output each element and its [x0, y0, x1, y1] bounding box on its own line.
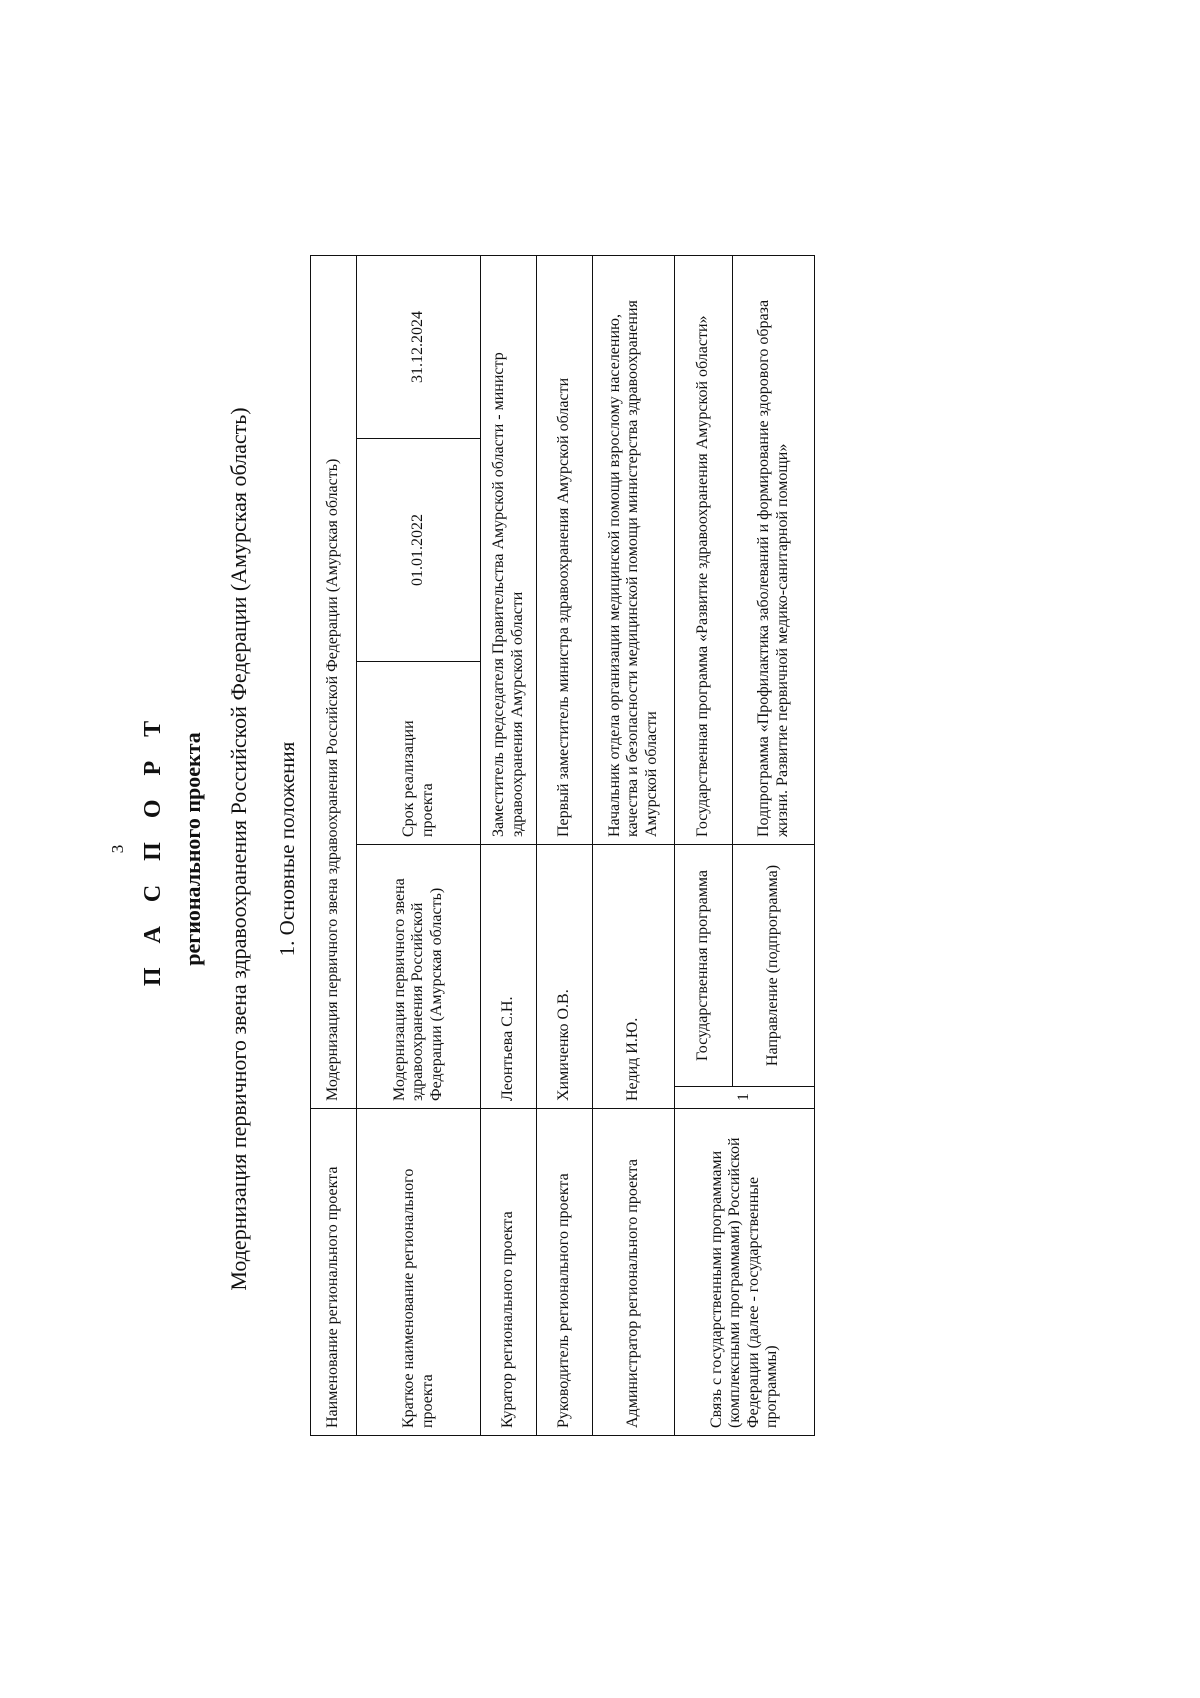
table-row [311, 255, 357, 1435]
project-name: Модернизация первичного звена здравоохранения Российской Федерации (Амурская область) [226, 407, 251, 1291]
program-value: Государственная программа «Развитие здравоохранения Амурской области» [675, 255, 733, 844]
row-label: Руководитель регионального проекта [537, 1109, 593, 1436]
subprogram-value: Подпрограмма «Профилактика заболеваний и формирование здорового образа жизни. Развитие первичной медико-санитарной помощи» [733, 255, 815, 844]
subprogram-label: Направление (подпрограмма) [733, 845, 815, 1087]
end-date: 31.12.2024 [357, 255, 481, 438]
table-row [481, 255, 537, 1435]
row-value: Модернизация первичного звена здравоохранения Российской Федерации (Амурская область) [311, 255, 357, 1108]
person-position: Заместитель председателя Правительства Амурской области - министр здравоохранения Амурской области [481, 255, 537, 844]
page-number: 3 [108, 844, 127, 854]
person-position: Начальник отдела организации медицинской помощи взрослому населению, качества и безопасности медицинской помощи министерства здравоохранения Амурской области [593, 255, 675, 844]
document-subtitle: регионального проекта [180, 732, 205, 966]
section-title: 1. Основные положения [275, 741, 299, 957]
row-label: Администратор регионального проекта [593, 1109, 675, 1436]
person-name: Химиченко О.В. [537, 845, 593, 1109]
document-title: П А С П О Р Т [140, 711, 166, 987]
row-label: Куратор регионального проекта [481, 1109, 537, 1436]
link-label: Связь с государственными программами (комплексными программами) Российской Федерации (далее - государственные программы) [675, 1109, 815, 1436]
passport-table [310, 255, 815, 1436]
program-label: Государственная программа [675, 845, 733, 1087]
table-row [593, 255, 675, 1435]
table-row [357, 255, 481, 1435]
table-row [675, 255, 733, 1435]
row-label: Наименование регионального проекта [311, 1109, 357, 1436]
table-row [537, 255, 593, 1435]
person-name: Недид И.Ю. [593, 845, 675, 1109]
term-label: Срок реализации проекта [357, 662, 481, 845]
person-name: Леонтьева С.Н. [481, 845, 537, 1109]
person-position: Первый заместитель министра здравоохранения Амурской области [537, 255, 593, 844]
start-date: 01.01.2022 [357, 439, 481, 662]
row-value: Модернизация первичного звена здравоохранения Российской Федерации (Амурская область) [357, 845, 481, 1109]
link-number: 1 [675, 1087, 815, 1109]
row-label: Краткое наименование регионального проекта [357, 1109, 481, 1436]
